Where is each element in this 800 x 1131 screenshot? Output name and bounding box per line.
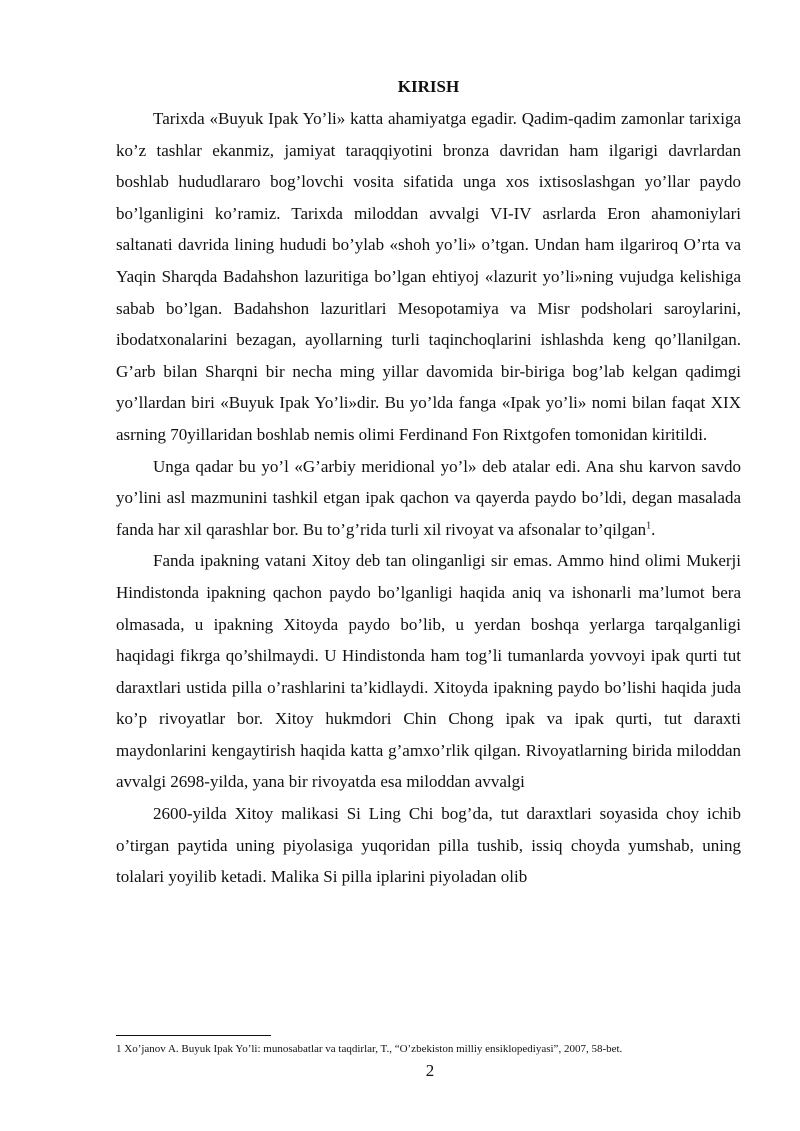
- page-title: KIRISH: [397, 77, 460, 96]
- footnote-text: 1 Xo’janov A. Buyuk Ipak Yo’li: munosabatlar va taqdirlar, T., “O’zbekiston milliy ensiklopediyasi”, 2007, 58-bet.: [116, 1043, 623, 1055]
- paragraph-3: Fanda ipakning vatani Xitoy deb tan olinganligi sir emas. Ammo hind olimi Mukerji Hindistonda ipakning qachon paydo bo’lganligi haqida aniq va ishonarli ma’lumot bera olmasada, u ipakning Xitoyda paydo bo’lib, u yerdan boshqa yerlarga tarqalganligi haqidagi fikrga qo’shilmaydi. U Hindistonda ham tog’li tumanlarda yovvoyi ipak qurti tut daraxtlari ustida pilla o’rashlarini ta’kidlaydi. Xitoyda ipakning paydo bo’lishi haqida juda ko’p rivoyatlar bor. Xitoy hukmdori Chin Chong ipak va ipak qurti, tut daraxti maydonlarini kengaytirish haqida katta g’amxo’rlik qilgan. Rivoyatlarning birida miloddan avvalgi 2698-yilda, yana bir rivoyatda esa miloddan avvalgi: [116, 551, 741, 792]
- paragraph-1: Tarixda «Buyuk Ipak Yo’li» katta ahamiyatga egadir. Qadim-qadim zamonlar tarixiga ko’z tashlar ekanmiz, jamiyat taraqqiyotini bronza davridan ham ilgarigi davrlardan boshlab hududlararo bog’lovchi vosita sifatida unga xos ixtisoslashgan yo’llar paydo bo’lganligini ko’ramiz. Tarixda miloddan avvalgi VI-IV asrlarda Eron ahamoniylari saltanati davrida lining hududi bo’ylab «shoh yo’li» o’tgan. Undan ham ilgariroq O’rta va Yaqin Sharqda Badahshon lazuritiga bo’lgan ehtiyoj «lazurit yo’li»ning vujudga kelishiga sabab bo’lgan. Badahshon lazuritlari Mesopotamiya va Misr podsholari saroylarini, ibodatxonalarini bezagan, ayollarning turli taqinchoqlarini ishlashda keng qo’llanilgan. G’arb bilan Sharqni bir necha ming yillar davomida bir-biriga bog’lab kelgan qadimgi yo’llardan biri «Buyuk Ipak Yo’li»dir. Bu yo’lda fanga «Ipak yo’li» nomi bilan faqat XIX asrning 70yillaridan boshlab nemis olimi Ferdinand Fon Rixtgofen tomonidan kiritildi.: [116, 109, 741, 444]
- paragraph-2-end: .: [651, 519, 656, 539]
- page-number: 2: [425, 1061, 435, 1080]
- footnote-reference[interactable]: 1: [646, 520, 652, 532]
- paragraph-2: [116, 451, 741, 546]
- paragraph-2-text: Unga qadar bu yo’l «G’arbiy meridional yo’l» deb atalar edi. Ana shu karvon savdo yo’lini asl mazmunini tashkil etgan ipak qachon va qayerda paydo bo’ldi, degan masalada fanda har xil qarashlar bor. Bu to’g’rida turli xil rivoyat va afsonalar to’qilgan: [116, 456, 741, 539]
- paragraph-4: 2600-yilda Xitoy malikasi Si Ling Chi bog’da, tut daraxtlari soyasida choy ichib o’tirgan paytida uning piyolasiga yuqoridan pilla tushib, issiq choyda yumshab, uning tolalari yoyilib ketadi. Malika Si pilla iplarini piyoladan olib: [116, 804, 741, 887]
- footnote-divider: [116, 1035, 271, 1036]
- document-page: [116, 76, 741, 893]
